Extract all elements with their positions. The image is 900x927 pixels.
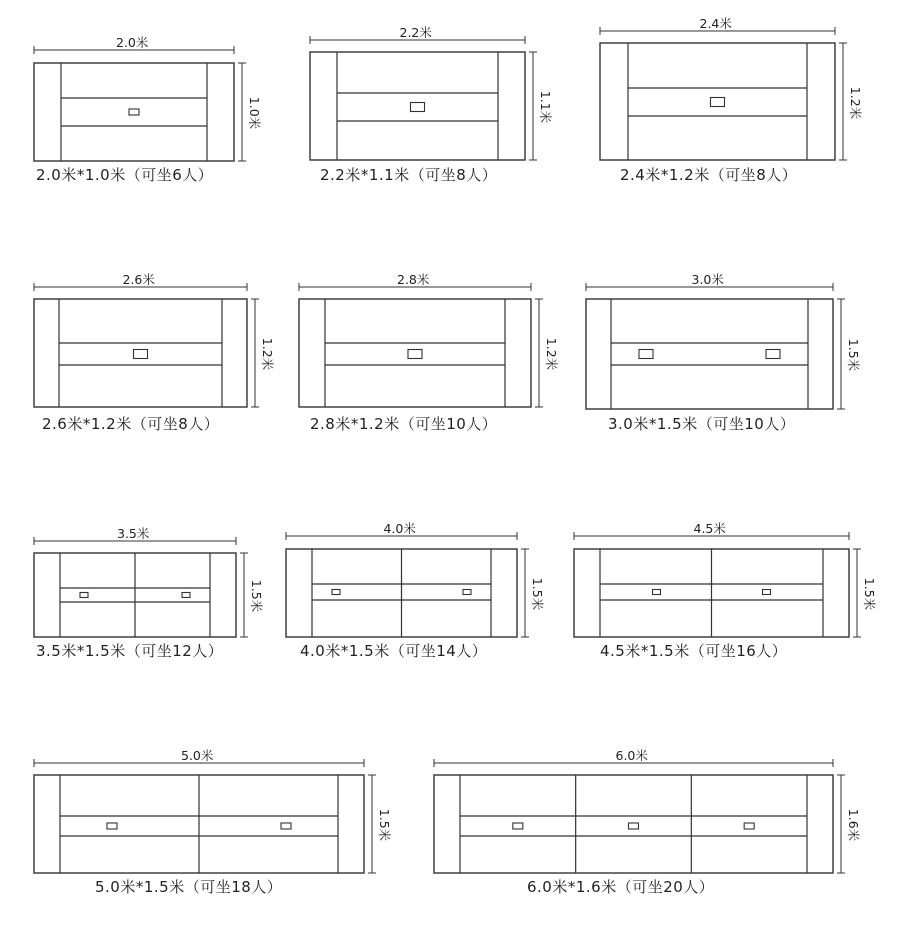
cable-box-icon: [766, 350, 780, 359]
table-outline: [34, 63, 234, 161]
table-size-caption: 4.0米*1.5米（可坐14人）: [300, 642, 488, 660]
cable-box-icon: [332, 590, 340, 595]
table-size-caption: 2.8米*1.2米（可坐10人）: [310, 415, 498, 433]
height-label: 1.5米: [530, 577, 546, 611]
cable-box-icon: [744, 823, 754, 829]
cable-box-icon: [513, 823, 523, 829]
cable-box-icon: [463, 590, 471, 595]
table-size-caption: 3.5米*1.5米（可坐12人）: [36, 642, 224, 660]
width-label: 3.5米: [117, 526, 150, 541]
width-label: 2.8米: [397, 272, 430, 287]
table-outline: [434, 775, 833, 873]
cable-box-icon: [182, 593, 190, 598]
width-label: 6.0米: [615, 748, 648, 763]
cable-box-icon: [711, 98, 725, 107]
height-label: 1.1米: [538, 90, 554, 124]
cable-box-icon: [408, 350, 422, 359]
height-label: 1.2米: [260, 337, 276, 371]
cable-box-icon: [80, 593, 88, 598]
table-size-caption: 2.2米*1.1米（可坐8人）: [320, 166, 498, 184]
width-label: 4.5米: [693, 521, 726, 536]
cable-box-icon: [653, 590, 661, 595]
width-label: 2.6米: [122, 272, 155, 287]
table-size-caption: 2.4米*1.2米（可坐8人）: [620, 166, 798, 184]
cable-box-icon: [629, 823, 639, 829]
table-outline: [600, 43, 835, 160]
height-label: 1.2米: [848, 86, 864, 119]
width-label: 2.4米: [699, 16, 732, 31]
height-label: 1.6米: [846, 808, 862, 842]
width-label: 2.2米: [399, 25, 432, 40]
cable-box-icon: [281, 823, 291, 829]
table-outline: [299, 299, 531, 407]
table-outline: [310, 52, 525, 160]
width-label: 3.0米: [691, 272, 724, 287]
height-label: 1.5米: [249, 579, 265, 613]
table-size-caption: 2.6米*1.2米（可坐8人）: [42, 415, 220, 433]
table-outline: [34, 299, 247, 407]
height-label: 1.5米: [862, 577, 878, 611]
height-label: 1.2米: [544, 337, 560, 371]
width-label: 5.0米: [181, 748, 214, 763]
cable-box-icon: [763, 590, 771, 595]
table-outline: [586, 299, 833, 409]
height-label: 1.0米: [247, 96, 263, 130]
table-size-caption: 3.0米*1.5米（可坐10人）: [608, 415, 796, 433]
table-size-caption: 6.0米*1.6米（可坐20人）: [527, 878, 715, 896]
table-size-caption: 5.0米*1.5米（可坐18人）: [95, 878, 283, 896]
table-size-caption: 4.5米*1.5米（可坐16人）: [600, 642, 788, 660]
cable-box-icon: [134, 350, 148, 359]
height-label: 1.5米: [846, 338, 862, 372]
width-label: 2.0米: [116, 35, 149, 50]
cable-box-icon: [129, 109, 139, 115]
cable-box-icon: [639, 350, 653, 359]
cable-box-icon: [107, 823, 117, 829]
table-size-caption: 2.0米*1.0米（可坐6人）: [36, 166, 214, 184]
height-label: 1.5米: [377, 808, 393, 842]
width-label: 4.0米: [383, 521, 416, 536]
cable-box-icon: [411, 103, 425, 112]
